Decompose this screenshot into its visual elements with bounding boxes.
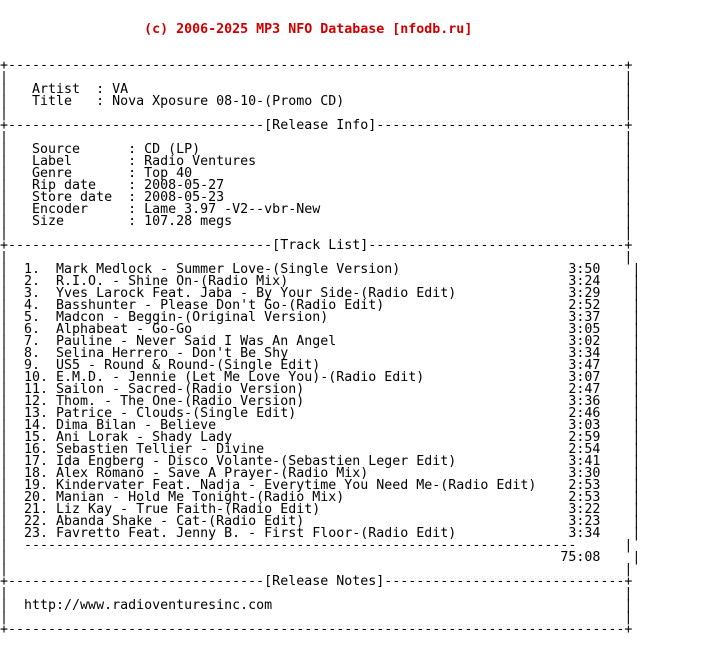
nfo-line: | 21. Liz Kay - True Faith-(Radio Edit) 3:22 | (0, 502, 641, 517)
nfo-line: | 9. US5 - Round & Round-(Single Edit) 3:47 | (0, 358, 641, 373)
nfo-line: | | (0, 586, 633, 601)
nfo-line: | Title : Nova Xposure 08-10-(Promo CD) | (0, 94, 633, 109)
nfo-line: +--------------------------------[Release Info]-------------------------------+ (0, 118, 633, 133)
nfo-line: | Encoder : Lame 3.97 -V2--vbr-New | (0, 202, 633, 217)
nfo-line: | 13. Patrice - Clouds-(Single Edit) 2:46 | (0, 406, 641, 421)
nfo-line: | Rip date : 2008-05-27 | (0, 178, 633, 193)
nfo-line: | Label : Radio Ventures | (0, 154, 633, 169)
nfo-line: | Store date : 2008-05-23 | (0, 190, 633, 205)
nfo-line: | 1. Mark Medlock - Summer Love-(Single Version) 3:50 | (0, 262, 641, 277)
nfo-lines (0, 60, 640, 636)
nfo-line: | | (0, 562, 633, 577)
nfo-line: | 10. E.M.D. - Jennie (Let Me Love You)-(Radio Edit) 3:07 | (0, 370, 641, 385)
copyright-banner: (c) 2006-2025 MP3 NFO Database [nfodb.ru] (0, 22, 473, 37)
nfo-line: | 20. Manian - Hold Me Tonight-(Radio Mix) 2:53 | (0, 490, 641, 505)
nfo-line: | Genre : Top 40 | (0, 166, 633, 181)
nfo-line: | 2. R.I.O. - Shine On-(Radio Mix) 3:24 | (0, 274, 641, 289)
nfo-line: +--------------------------------[Release Notes]------------------------------+ (0, 574, 633, 589)
nfo-line: | | (0, 70, 633, 85)
nfo-line: +---------------------------------[Track List]--------------------------------+ (0, 238, 633, 253)
nfo-line: | | (0, 250, 633, 265)
nfo-line: | http://www.radioventuresinc.com | (0, 598, 633, 613)
nfo-line: | | (0, 130, 633, 145)
nfo-line: | 8. Selina Herrero - Don't Be Shy 3:34 | (0, 346, 641, 361)
nfo-line: | Size : 107.28 megs | (0, 214, 633, 229)
nfo-line: | | (0, 226, 633, 241)
nfo-line: | 14. Dima Bilan - Believe 3:03 | (0, 418, 641, 433)
nfo-line: | 75:08 | (0, 550, 641, 565)
nfo-line: | 22. Abanda Shake - Cat-(Radio Edit) 3:23 | (0, 514, 641, 529)
nfo-line: | 19. Kindervater Feat. Nadja - Everytime You Need Me-(Radio Edit) 2:53 | (0, 478, 641, 493)
nfo-line: | 16. Sebastien Tellier - Divine 2:54 | (0, 442, 641, 457)
nfo-line: | | (0, 106, 633, 121)
nfo-line: | 12. Thom. - The One-(Radio Version) 3:36 | (0, 394, 641, 409)
nfo-line: | | (0, 610, 633, 625)
nfo-line: | 7. Pauline - Never Said I Was An Angel 3:02 | (0, 334, 641, 349)
nfo-line: | 11. Sailon - Sacred-(Radio Version) 2:47 | (0, 382, 641, 397)
nfo-line: | --------------------------------------------------------------------- | (0, 538, 633, 553)
nfo-line: | 18. Alex Romano - Save A Prayer-(Radio Mix) 3:30 | (0, 466, 641, 481)
nfo-line: | 23. Favretto Feat. Jenny B. - First Floor-(Radio Edit) 3:34 | (0, 526, 641, 541)
nfo-line: +-----------------------------------------------------------------------------+ (0, 622, 633, 637)
nfo-line: | Source : CD (LP) | (0, 142, 633, 157)
nfo-line: | 6. Alphabeat - Go-Go 3:05 | (0, 322, 641, 337)
nfo-line: | 4. Basshunter - Please Don't Go-(Radio Edit) 2:52 | (0, 298, 641, 313)
nfo-line: | 5. Madcon - Beggin-(Original Version) 3:37 | (0, 310, 641, 325)
nfo-line: | 15. Ani Lorak - Shady Lady 2:59 | (0, 430, 641, 445)
nfo-line: +-----------------------------------------------------------------------------+ (0, 58, 633, 73)
nfo-line: | Artist : VA | (0, 82, 633, 97)
nfo-line: | 17. Ida Engberg - Disco Volante-(Sebastien Leger Edit) 3:41 | (0, 454, 641, 469)
nfo-line: | 3. Yves Larock Feat. Jaba - By Your Side-(Radio Edit) 3:29 | (0, 286, 641, 301)
